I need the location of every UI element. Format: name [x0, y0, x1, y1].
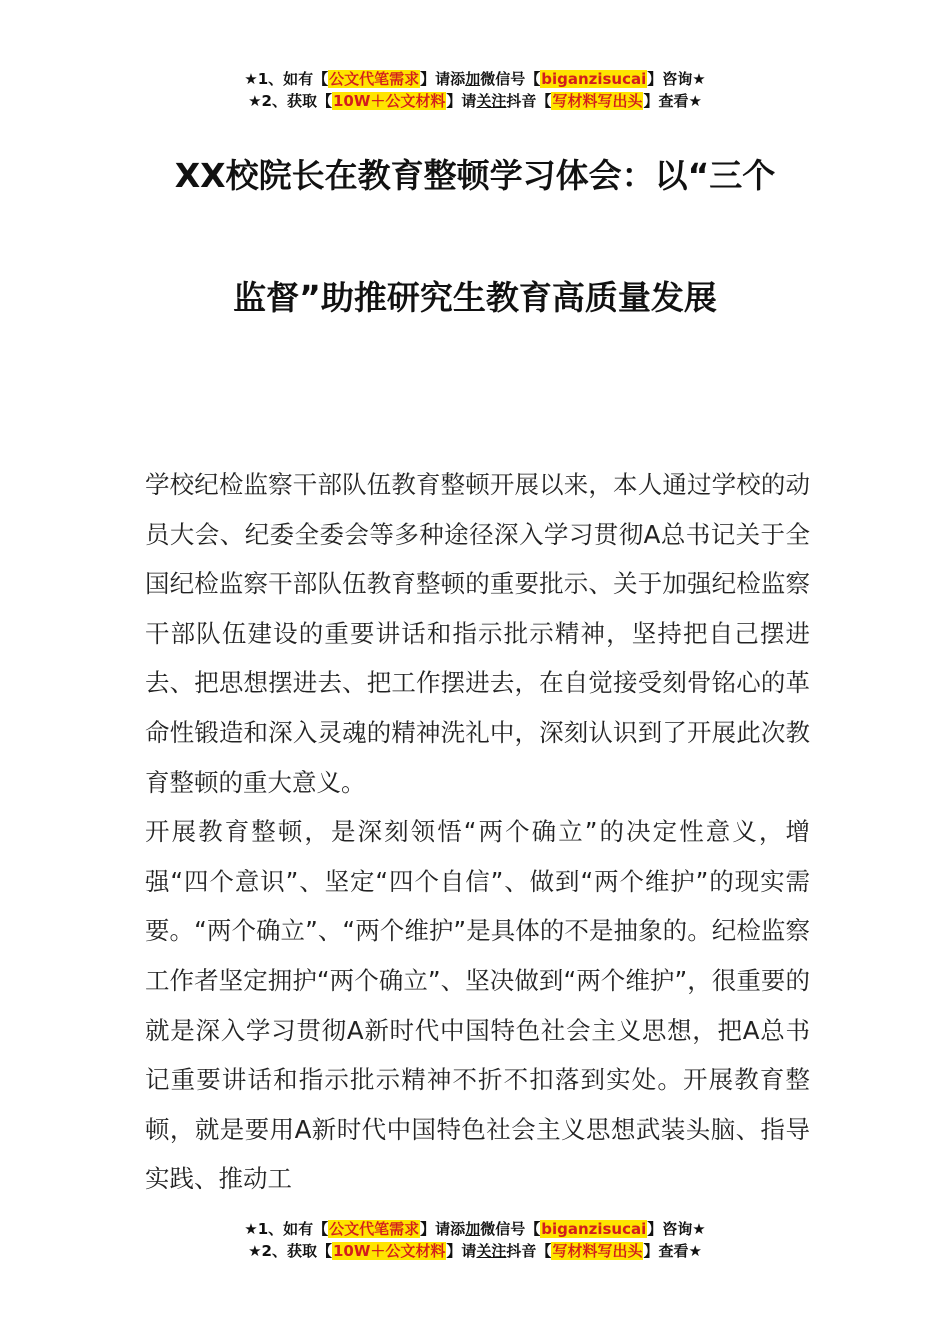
- notice-highlight: 10W＋公文材料: [332, 92, 446, 110]
- body-paragraph-2: 开展教育整顿，是深刻领悟“两个确立”的决定性意义，增强“四个意识”、坚定“四个自信”、做到“两个维护”的现实需要。“两个确立”、“两个维护”是具体的不是抽象的。纪检监察工作者坚定拥护“两个确立”、坚决做到“两个维护”，很重要的就是深入学习贯彻A新时代中国特色社会主义思想，把A总书记重要讲话和指示批示精神不折不扣落到实处。开展教育整顿，就是要用A新时代中国特色社会主义思想武装头脑、指导实践、推动工: [145, 817, 810, 1194]
- notice-highlight: 公文代笔需求: [329, 1220, 420, 1238]
- notice-text: 】请: [446, 92, 477, 110]
- notice-underline: 加: [465, 1220, 481, 1238]
- notice-text: 】请添: [420, 1220, 466, 1238]
- document-title-line-2: 监督”助推研究生教育高质量发展: [233, 278, 717, 317]
- notice-text: 】请: [446, 1242, 477, 1260]
- douyin-id-highlight: 写材料写出头: [552, 1242, 643, 1260]
- footer-notice-line-2: [0, 1240, 950, 1262]
- notice-text: 微信号【: [480, 70, 541, 88]
- wechat-id-highlight: biganzisucai: [541, 1220, 647, 1238]
- document-body: [145, 460, 810, 1204]
- notice-highlight: 公文代笔需求: [329, 70, 420, 88]
- notice-text: ★1、如有【: [244, 70, 329, 88]
- notice-text: 抖音【: [506, 92, 552, 110]
- wechat-id-highlight: biganzisucai: [541, 70, 647, 88]
- notice-text: 】查看★: [643, 1242, 702, 1260]
- notice-underline: 加: [465, 70, 481, 88]
- notice-text: 】咨询★: [647, 70, 706, 88]
- notice-underline: 关注: [476, 1242, 507, 1260]
- notice-text: ★1、如有【: [244, 1220, 329, 1238]
- document-title-line-1: XX校院长在教育整顿学习体会：以“三个: [174, 156, 776, 195]
- douyin-id-highlight: 写材料写出头: [552, 92, 643, 110]
- header-notice: [0, 68, 950, 112]
- header-notice-line-2: [0, 90, 950, 112]
- notice-text: 】查看★: [643, 92, 702, 110]
- footer-notice-line-1: [0, 1218, 950, 1240]
- notice-text: ★2、获取【: [248, 1242, 332, 1260]
- notice-text: 】咨询★: [647, 1220, 706, 1238]
- notice-text: 微信号【: [480, 1220, 541, 1238]
- notice-text: 抖音【: [506, 1242, 552, 1260]
- notice-highlight: 10W＋公文材料: [332, 1242, 446, 1260]
- footer-notice: [0, 1218, 950, 1262]
- header-notice-line-1: [0, 68, 950, 90]
- notice-text: 】请添: [420, 70, 466, 88]
- notice-text: ★2、获取【: [248, 92, 332, 110]
- body-paragraph-1: 学校纪检监察干部队伍教育整顿开展以来，本人通过学校的动员大会、纪委全委会等多种途径深入学习贯彻A总书记关于全国纪检监察干部队伍教育整顿的重要批示、关于加强纪检监察干部队伍建设的重要讲话和指示批示精神，坚持把自己摆进去、把思想摆进去、把工作摆进去，在自觉接受刻骨铭心的革命性锻造和深入灵魂的精神洗礼中，深刻认识到了开展此次教育整顿的重大意义。: [145, 470, 810, 797]
- notice-underline: 关注: [476, 92, 507, 110]
